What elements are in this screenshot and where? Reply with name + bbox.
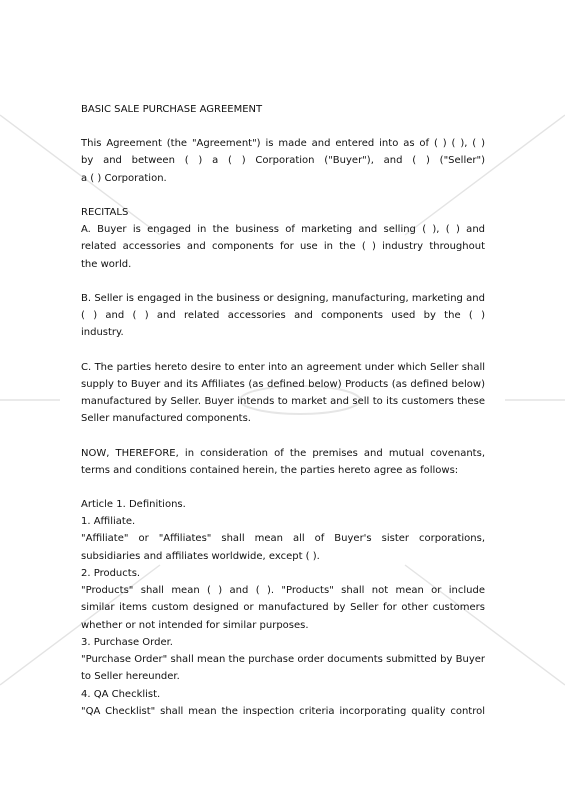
text-line: whether or not intended for similar purposes.: [81, 620, 309, 631]
text-line: This Agreement (the "Agreement") is made and entered into as of ( ) ( ), ( ): [81, 138, 485, 149]
text-line: supply to Buyer and its Affiliates (as defined below) Products (as defined below): [81, 379, 485, 390]
text-line: the world.: [81, 259, 132, 270]
text-line: B. Seller is engaged in the business or designing, manufacturing, marketing and: [81, 293, 485, 304]
text-line: industry.: [81, 327, 124, 338]
text-line: "Affiliate" or "Affiliates" shall mean all of Buyer's sister corporations,: [81, 533, 485, 544]
text-line: a ( ) Corporation.: [81, 173, 167, 184]
text-line: "Purchase Order" shall mean the purchase order documents submitted by Buyer: [81, 654, 485, 665]
definition-heading: 1. Affiliate.: [81, 516, 136, 527]
text-line: subsidiaries and affiliates worldwide, except ( ).: [81, 551, 320, 562]
text-line: "QA Checklist" shall mean the inspection criteria incorporating quality control: [81, 706, 485, 717]
text-line: similar items custom designed or manufactured by Seller for other customers: [81, 602, 485, 613]
text-line: C. The parties hereto desire to enter into an agreement under which Seller shall: [81, 362, 485, 373]
article-heading: Article 1. Definitions.: [81, 499, 186, 510]
text-line: "Products" shall mean ( ) and ( ). "Products" shall not mean or include: [81, 585, 485, 596]
text-line: related accessories and components for use in the ( ) industry throughout: [81, 241, 485, 252]
text-line: to Seller hereunder.: [81, 671, 180, 682]
definition-heading: 3. Purchase Order.: [81, 637, 173, 648]
text-line: A. Buyer is engaged in the business of marketing and selling ( ), ( ) and: [81, 224, 485, 235]
text-line: by and between ( ) a ( ) Corporation ("Buyer"), and ( ) ("Seller"): [81, 155, 485, 166]
text-line: ( ) and ( ) and related accessories and components used by the ( ): [81, 310, 485, 321]
text-line: terms and conditions contained herein, the parties hereto agree as follows:: [81, 465, 459, 476]
definition-heading: 2. Products.: [81, 568, 141, 579]
section-heading: RECITALS: [81, 207, 129, 218]
text-line: Seller manufactured components.: [81, 413, 251, 424]
document-title: BASIC SALE PURCHASE AGREEMENT: [81, 104, 263, 115]
definition-heading: 4. QA Checklist.: [81, 689, 161, 700]
text-line: NOW, THEREFORE, in consideration of the premises and mutual covenants,: [81, 448, 485, 459]
text-line: manufactured by Seller. Buyer intends to market and sell to its customers these: [81, 396, 485, 407]
